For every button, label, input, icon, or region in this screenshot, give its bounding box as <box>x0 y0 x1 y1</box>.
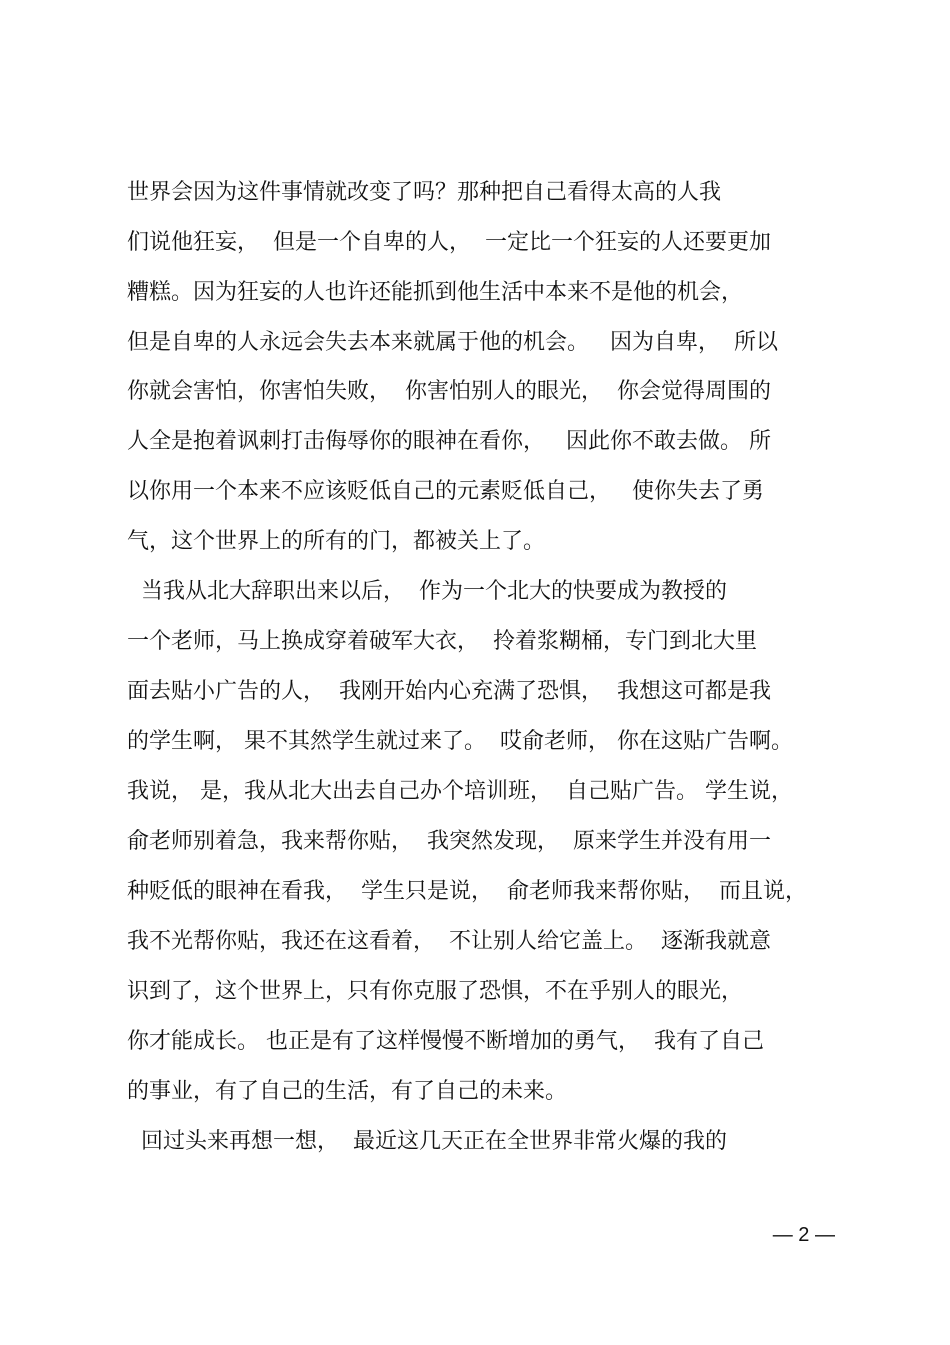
text-line: 世界会因为这件事情就改变了吗？那种把自己看得太高的人我 <box>127 180 722 205</box>
text-line: 的学生啊， 果不其然学生就过来了。 哎俞老师， 你在这贴广告啊。 <box>127 729 793 754</box>
text-line: 面去贴小广告的人， 我刚开始内心充满了恐惧， 我想这可都是我 <box>127 679 771 704</box>
text-line: 回过头来再想一想， 最近这几天正在全世界非常火爆的我的 <box>127 1129 727 1154</box>
text-line: 们说他狂妄， 但是一个自卑的人， 一定比一个狂妄的人还要更加 <box>127 230 771 255</box>
text-line: 识到了，这个世界上，只有你克服了恐惧，不在乎别人的眼光， <box>127 979 744 1004</box>
text-line: 的事业，有了自己的生活，有了自己的未来。 <box>127 1079 568 1104</box>
text-line: 以你用一个本来不应该贬低自己的元素贬低自己， 使你失去了勇 <box>127 479 764 504</box>
text-line: 我不光帮你贴，我还在这看着， 不让别人给它盖上。 逐渐我就意 <box>127 929 771 954</box>
text-line: 你就会害怕，你害怕失败， 你害怕别人的眼光， 你会觉得周围的 <box>127 379 771 404</box>
text-line: 但是自卑的人永远会失去本来就属于他的机会。 因为自卑， 所以 <box>127 330 778 355</box>
text-line: 俞老师别着急，我来帮你贴， 我突然发现， 原来学生并没有用一 <box>127 829 771 854</box>
text-line: 一个老师，马上换成穿着破军大衣， 拎着浆糊桶，专门到北大里 <box>127 629 757 654</box>
text-line: 当我从北大辞职出来以后， 作为一个北大的快要成为教授的 <box>127 579 727 604</box>
text-line: 人全是抱着讽刺打击侮辱你的眼神在看你， 因此你不敢去做。 所 <box>127 429 771 454</box>
text-line: 种贬低的眼神在看我， 学生只是说， 俞老师我来帮你贴， 而且说， <box>127 879 807 904</box>
text-line: 糟糕。因为狂妄的人也许还能抓到他生活中本来不是他的机会， <box>127 280 744 305</box>
page-number: — 2 — <box>772 1224 835 1246</box>
text-line: 你才能成长。 也正是有了这样慢慢不断增加的勇气， 我有了自己 <box>127 1029 764 1054</box>
text-line: 气，这个世界上的所有的门，都被关上了。 <box>127 529 546 554</box>
text-line: 我说， 是，我从北大出去自己办个培训班， 自己贴广告。 学生说， <box>127 779 793 804</box>
